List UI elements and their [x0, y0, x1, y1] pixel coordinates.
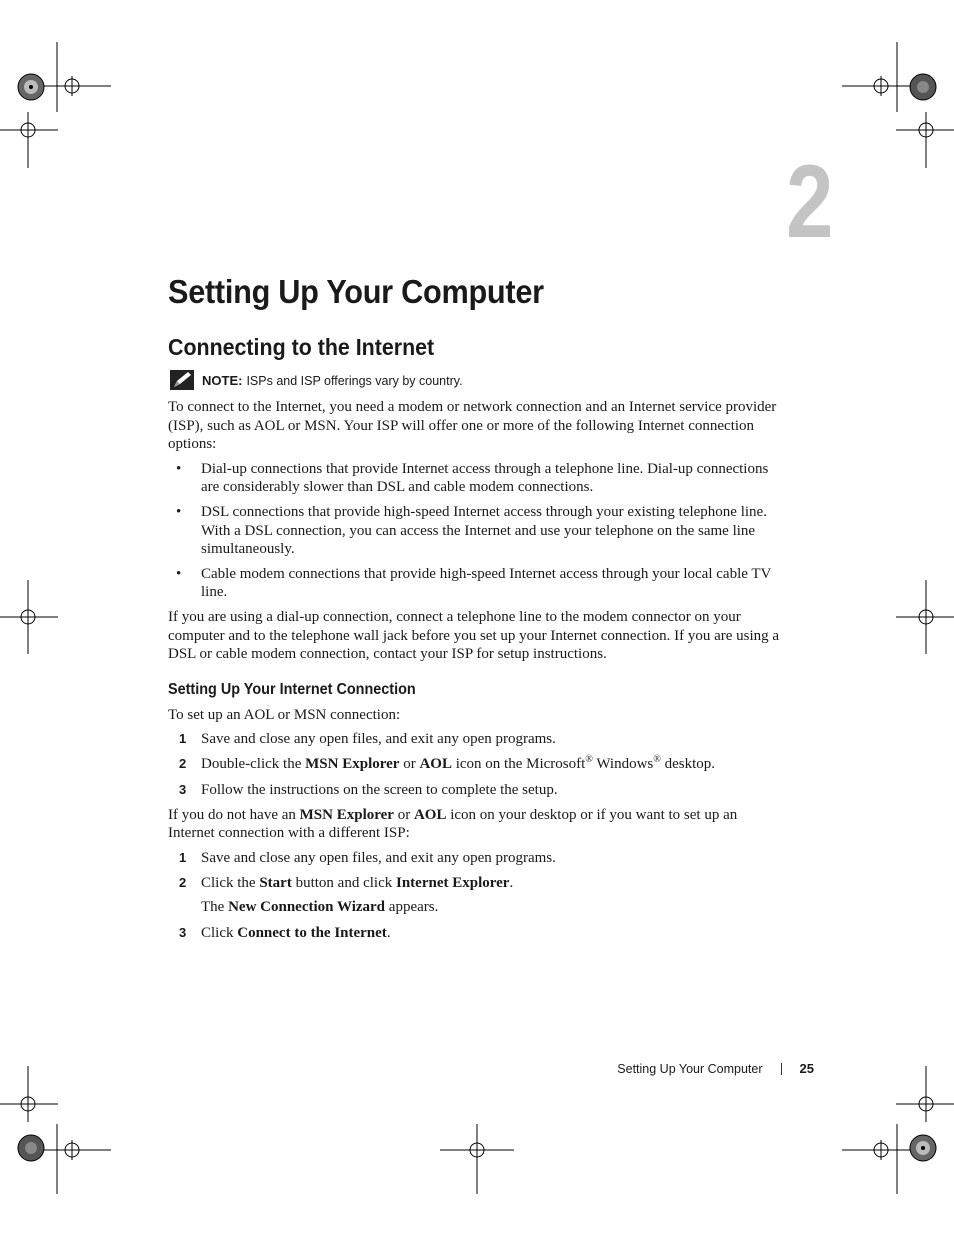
list-item: 1 Save and close any open files, and exit any open programs.: [179, 731, 556, 748]
list-item: 2 Click the Start button and click Internet Explorer. The New Connection Wizard appears.: [168, 874, 786, 917]
connection-options-list: [168, 460, 786, 602]
wizard-note: The New Connection Wizard appears.: [201, 899, 439, 916]
bullet-icon: •: [176, 460, 182, 477]
list-item: 1 Save and close any open files, and exit any open programs.: [179, 849, 556, 866]
list-item: 3 Click Connect to the Internet.: [179, 924, 391, 941]
connect-to-internet-label: Connect to the Internet: [237, 924, 387, 941]
aol-msn-intro: To set up an AOL or MSN connection:: [168, 706, 401, 723]
page-footer: [617, 1061, 814, 1076]
page-number: 25: [799, 1061, 814, 1076]
steps-list-a: [168, 730, 786, 799]
msn-explorer-label: MSN Explorer: [305, 756, 400, 773]
footer-title: Setting Up Your Computer: [617, 1061, 763, 1076]
bullet-icon: •: [176, 503, 182, 520]
chapter-number: 2: [786, 144, 834, 260]
steps-list-b: [168, 849, 786, 942]
note-body: ISPs and ISP offerings vary by country.: [246, 374, 463, 388]
list-item: • Dial-up connections that provide Internet access through a telephone line. Dial-up connections are considerably slower than DSL and cable modem connections.: [176, 460, 769, 496]
section-title: Connecting to the Internet: [168, 334, 435, 360]
list-item: 3 Follow the instructions on the screen to complete the setup.: [179, 781, 558, 798]
page-content: [168, 272, 786, 949]
bullet-icon: •: [176, 565, 182, 582]
subsection-title: Setting Up Your Internet Connection: [168, 680, 416, 698]
new-connection-wizard-label: New Connection Wizard: [228, 899, 386, 916]
note-box: [168, 370, 786, 392]
chapter-title: Setting Up Your Computer: [168, 273, 544, 310]
footer-divider: [781, 1063, 782, 1075]
list-item: • Cable modem connections that provide high-speed Internet access through your local cable TV line.: [176, 565, 772, 601]
start-label: Start: [259, 874, 292, 891]
note-pencil-icon: [170, 370, 194, 395]
list-item: • DSL connections that provide high-speed Internet access through your existing telephone line. With a DSL connection, you can access the Internet and use your telephone on the same line simultaneously.: [176, 503, 767, 558]
different-isp-paragraph: If you do not have an MSN Explorer or AOL icon on your desktop or if you want to set up an Internet connection with a different ISP:: [168, 806, 738, 842]
aol-label: AOL: [419, 756, 452, 773]
note-label: NOTE:: [202, 373, 243, 388]
intro-paragraph: To connect to the Internet, you need a modem or network connection and an Internet service provider (ISP), such as AOL or MSN. Your ISP will offer one or more of the following Internet connection options:: [168, 399, 777, 453]
dialup-paragraph: If you are using a dial-up connection, connect a telephone line to the modem connector on your computer and to the telephone wall jack before you set up your Internet connection. If you are using a DSL or cable modem connection, contact your ISP for setup instructions.: [168, 608, 780, 663]
internet-explorer-label: Internet Explorer: [395, 874, 510, 891]
note-text: [202, 373, 463, 388]
list-item: 2 Double-click the MSN Explorer or AOL icon on the Microsoft® Windows® desktop.: [179, 754, 716, 773]
